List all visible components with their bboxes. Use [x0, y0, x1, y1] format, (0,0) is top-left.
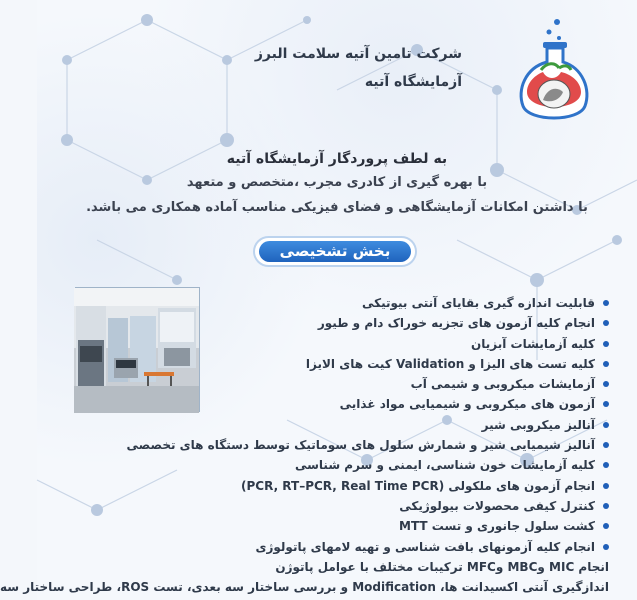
- service-text: آزمایشات میکروبی و شیمی آب: [410, 377, 595, 392]
- intro-line-2: با بهره گیری از کادری مجرب ،متخصص و متعهد: [186, 175, 488, 190]
- company-header: [255, 46, 462, 90]
- service-text: کنترل کیفی محصولات بیولوژیکی: [399, 498, 595, 513]
- service-text: انجام کلیه آزمونهای بافت شناسی و تهیه لامهای پاتولوژی: [255, 539, 595, 554]
- service-item: [64, 557, 609, 577]
- service-item: [64, 455, 609, 475]
- service-text: آزمون های میکروبی و شیمیایی مواد غذایی: [339, 397, 595, 412]
- service-item: [64, 537, 609, 557]
- service-item: [64, 313, 609, 333]
- service-text: آنالیز شیمیایی شیر و شمارش سلول های سوماتیک توسط دستگاه های تخصصی: [126, 438, 595, 453]
- intro-line-3: با داشتن امکانات آزمایشگاهی و فضای فیزیکی مناسب آماده همکاری می باشد.: [86, 200, 588, 215]
- service-text: کلیه آزمایشات آبزیان: [471, 336, 595, 351]
- service-text: انجام آزمون های ملکولی (PCR, RT–PCR, Real Time PCR): [241, 478, 595, 493]
- service-text: انجام MIC وMBC وMFC ترکیبات مختلف با عوامل پاتوژن: [275, 559, 609, 574]
- service-text: قابلیت اندازه گیری بقایای آنتی بیوتیکی: [361, 296, 595, 310]
- intro-line-1: به لطف پروردگار آزمایشگاه آتیه: [226, 151, 448, 167]
- section-banner: [255, 238, 415, 265]
- service-text: کلیه تست های الیزا و Validation کیت های الایزا: [305, 356, 595, 371]
- lab-name: آزمایشگاه آتیه: [364, 74, 462, 90]
- bullet-dot-icon: [603, 544, 609, 550]
- service-item: [64, 516, 609, 536]
- bullet-dot-icon: [603, 341, 609, 347]
- service-item: [64, 334, 609, 354]
- bullet-dot-icon: [603, 381, 609, 387]
- service-item: [64, 394, 609, 414]
- bullet-dot-icon: [603, 401, 609, 407]
- service-text: انجام کلیه آزمون های تجزیه خوراک دام و طیور: [317, 316, 595, 331]
- service-text: کلیه آزمایشات خون شناسی، ایمنی و سرم شناسی: [294, 458, 595, 473]
- services-list: [0, 293, 609, 597]
- service-item: [64, 476, 609, 496]
- service-item: [64, 496, 609, 516]
- bullet-dot-icon: [603, 361, 609, 367]
- service-item: [0, 577, 609, 597]
- service-item: [64, 435, 609, 455]
- service-item: [64, 374, 609, 394]
- section-title: بخش تشخیصی: [259, 241, 411, 262]
- bullet-dot-icon: [603, 422, 609, 428]
- company-name: شرکت تامین آتیه سلامت البرز: [254, 46, 462, 62]
- service-item: [64, 354, 609, 374]
- bullet-dot-icon: [603, 300, 609, 306]
- service-item: [64, 293, 609, 313]
- bullet-dot-icon: [603, 483, 609, 489]
- bullet-dot-icon: [603, 523, 609, 529]
- lab-flask-logo-icon: [507, 10, 597, 130]
- bullet-dot-icon: [603, 320, 609, 326]
- service-item: [64, 415, 609, 435]
- service-text: کشت سلول جانوری و تست MTT: [399, 519, 595, 534]
- service-text: آنالیز میکروبی شیر: [481, 417, 595, 432]
- service-text: اندازگیری آنتی اکسیدانت ها، Modification و بررسی ساختار سه بعدی، تست ROS، طراحی ساختار سه: [0, 580, 609, 595]
- bullet-dot-icon: [603, 503, 609, 509]
- bullet-dot-icon: [603, 462, 609, 468]
- bullet-dot-icon: [603, 442, 609, 448]
